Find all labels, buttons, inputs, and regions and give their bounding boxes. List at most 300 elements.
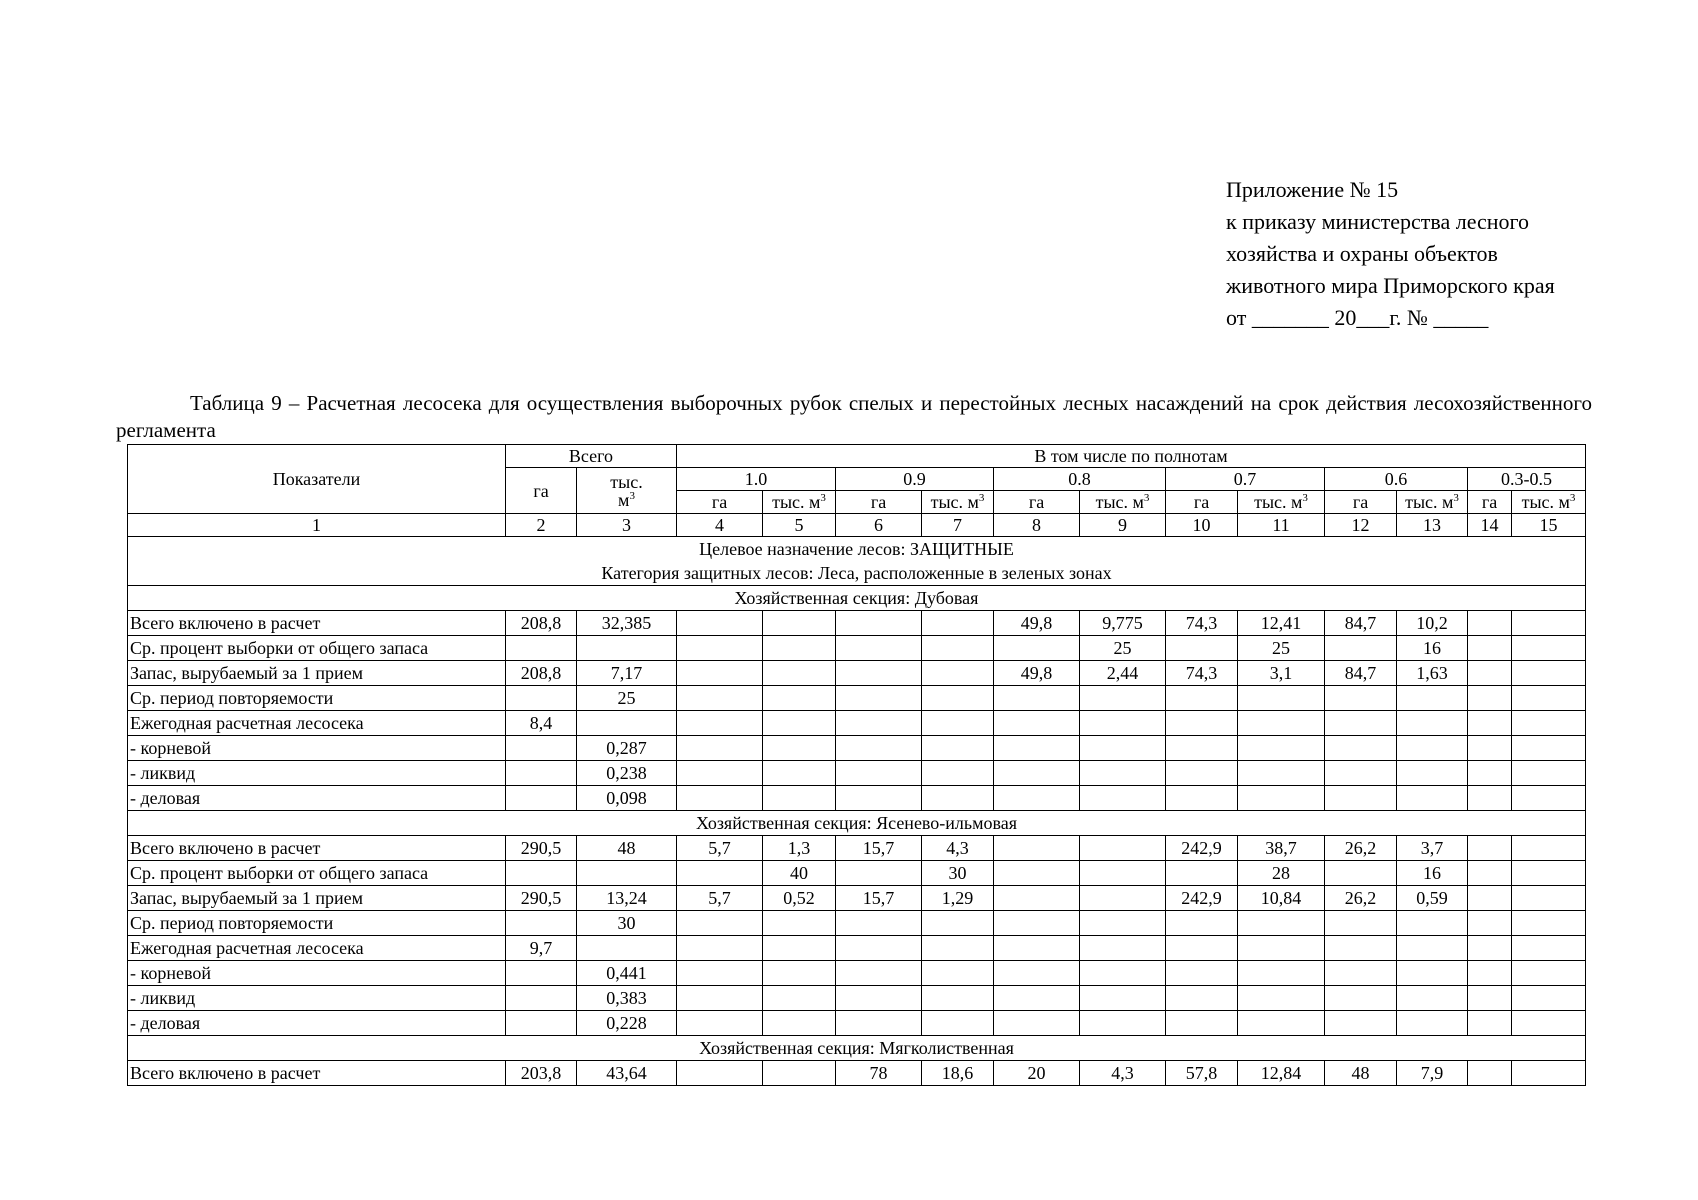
table-cell	[922, 711, 994, 736]
table-cell	[763, 1011, 836, 1036]
appendix-title: Приложение № 15	[1226, 177, 1399, 202]
table-cell	[1468, 786, 1512, 811]
table-cell	[1512, 736, 1586, 761]
column-number: 4	[677, 514, 763, 537]
table-cell: 57,8	[1166, 1061, 1238, 1086]
section-header-row	[128, 586, 1586, 611]
table-cell	[994, 986, 1080, 1011]
table-cell	[1080, 761, 1166, 786]
header-unit-volume: тыс. $м^3$	[1397, 491, 1468, 514]
row-label: Запас, вырубаемый за 1 прием	[128, 661, 506, 686]
table-cell: 20	[994, 1061, 1080, 1086]
table-cell	[506, 861, 577, 886]
header-by-density: В том числе по полнотам	[677, 445, 1586, 468]
table-cell	[836, 961, 922, 986]
table-cell: 8,4	[506, 711, 577, 736]
table-cell	[1325, 786, 1397, 811]
header-total: Всего	[506, 445, 677, 468]
table-cell: 0,098	[577, 786, 677, 811]
table-cell: 7,17	[577, 661, 677, 686]
table-cell: 9,775	[1080, 611, 1166, 636]
table-cell	[1397, 986, 1468, 1011]
table-cell	[763, 611, 836, 636]
table-cell	[922, 636, 994, 661]
header-unit-volume: тыс. $м^3$	[1512, 491, 1586, 514]
header-unit-volume: тыс. $м^3$	[1238, 491, 1325, 514]
header-density: 0.9	[836, 468, 994, 491]
table-cell	[1166, 911, 1238, 936]
table-cell: 0,228	[577, 1011, 677, 1036]
table-cell	[1512, 861, 1586, 886]
table-cell: 28	[1238, 861, 1325, 886]
column-number: 8	[994, 514, 1080, 537]
table-cell	[506, 761, 577, 786]
table-cell	[1512, 936, 1586, 961]
table-cell	[1512, 761, 1586, 786]
table-cell	[994, 786, 1080, 811]
table-cell	[1512, 886, 1586, 911]
table-cell	[1080, 961, 1166, 986]
section-header-row	[128, 811, 1586, 836]
table-cell: 84,7	[1325, 611, 1397, 636]
table-cell	[836, 911, 922, 936]
table-cell	[1166, 986, 1238, 1011]
table-row	[128, 786, 1586, 811]
table-cell: 12,41	[1238, 611, 1325, 636]
table-cell	[1468, 611, 1512, 636]
table-cell	[994, 636, 1080, 661]
table-cell	[763, 711, 836, 736]
table-row	[128, 861, 1586, 886]
table-cell	[1325, 736, 1397, 761]
table-cell	[677, 1011, 763, 1036]
table-cell	[1166, 711, 1238, 736]
column-number: 10	[1166, 514, 1238, 537]
table-cell	[763, 961, 836, 986]
table-cell	[677, 1061, 763, 1086]
table-cell: 9,7	[506, 936, 577, 961]
table-cell: 49,8	[994, 661, 1080, 686]
table-cell	[763, 636, 836, 661]
table-cell	[1512, 611, 1586, 636]
table-cell: 32,385	[577, 611, 677, 636]
table-cell: 290,5	[506, 886, 577, 911]
table-cell	[994, 711, 1080, 736]
table-cell: 3,7	[1397, 836, 1468, 861]
table-cell: 208,8	[506, 661, 577, 686]
table-cell: 0,52	[763, 886, 836, 911]
table-cell: 242,9	[1166, 836, 1238, 861]
table-cell	[836, 711, 922, 736]
table-row	[128, 936, 1586, 961]
table-cell	[1166, 961, 1238, 986]
table-cell	[1166, 686, 1238, 711]
table-cell: 0,59	[1397, 886, 1468, 911]
table-cell	[836, 761, 922, 786]
table-cell	[763, 686, 836, 711]
table-cell	[1238, 936, 1325, 961]
table-cell: 30	[922, 861, 994, 886]
table-cell	[1468, 1061, 1512, 1086]
table-cell: 26,2	[1325, 886, 1397, 911]
table-cell: 16	[1397, 636, 1468, 661]
table-cell: 1,3	[763, 836, 836, 861]
table-cell: 25	[577, 686, 677, 711]
table-cell: 15,7	[836, 836, 922, 861]
column-number: 3	[577, 514, 677, 537]
table-cell	[763, 1061, 836, 1086]
table-cell: 18,6	[922, 1061, 994, 1086]
table-row	[128, 1061, 1586, 1086]
table-cell: 43,64	[577, 1061, 677, 1086]
table-cell: 10,2	[1397, 611, 1468, 636]
table-cell	[577, 936, 677, 961]
table-cell	[506, 786, 577, 811]
table-cell	[1238, 961, 1325, 986]
table-cell	[1512, 1011, 1586, 1036]
table-cell	[1238, 911, 1325, 936]
table-cell	[994, 886, 1080, 911]
section-title: Хозяйственная секция: Ясенево-ильмовая	[128, 811, 1586, 836]
table-caption	[116, 390, 1592, 444]
table-cell	[506, 736, 577, 761]
table-cell	[1080, 911, 1166, 936]
table-cell	[1325, 1011, 1397, 1036]
table-cell: 15,7	[836, 886, 922, 911]
table-cell	[994, 736, 1080, 761]
table-cell	[922, 1011, 994, 1036]
column-number: 13	[1397, 514, 1468, 537]
table-row	[128, 836, 1586, 861]
row-label: Ср. процент выборки от общего запаса	[128, 861, 506, 886]
row-label: Запас, вырубаемый за 1 прием	[128, 886, 506, 911]
header-unit-ha: га	[994, 491, 1080, 514]
table-cell	[1166, 861, 1238, 886]
table-cell	[1080, 786, 1166, 811]
table-cell: 1,29	[922, 886, 994, 911]
column-number: 6	[836, 514, 922, 537]
table-cell	[763, 761, 836, 786]
table-cell: 203,8	[506, 1061, 577, 1086]
table-cell	[836, 636, 922, 661]
table-cell	[1512, 636, 1586, 661]
table-cell	[763, 786, 836, 811]
table-cell	[836, 611, 922, 636]
table-cell	[1468, 961, 1512, 986]
header-density: 0.3-0.5	[1468, 468, 1586, 491]
table-cell	[994, 686, 1080, 711]
table-cell	[1468, 661, 1512, 686]
table-row	[128, 961, 1586, 986]
table-cell	[1080, 736, 1166, 761]
table-cell: 38,7	[1238, 836, 1325, 861]
header-unit-volume: тыс. $м^3$	[763, 491, 836, 514]
table-cell	[1512, 911, 1586, 936]
header-unit-ha: га	[1166, 491, 1238, 514]
table-cell	[1325, 861, 1397, 886]
table-cell: 2,44	[1080, 661, 1166, 686]
table-cell	[1468, 1011, 1512, 1036]
table-cell: 12,84	[1238, 1061, 1325, 1086]
table-row	[128, 661, 1586, 686]
row-label: - деловая	[128, 1011, 506, 1036]
table-cell	[994, 761, 1080, 786]
column-number: 7	[922, 514, 994, 537]
table-cell	[1397, 961, 1468, 986]
table-cell	[677, 686, 763, 711]
table-cell: 290,5	[506, 836, 577, 861]
table-header	[128, 445, 1586, 537]
column-number: 11	[1238, 514, 1325, 537]
table-cell	[1325, 961, 1397, 986]
table-cell	[1397, 761, 1468, 786]
header-unit-ha: га	[836, 491, 922, 514]
table-cell: 5,7	[677, 886, 763, 911]
table-cell	[1080, 861, 1166, 886]
table-cell	[836, 1011, 922, 1036]
table-cell	[994, 911, 1080, 936]
appendix-line: животного мира Приморского края	[1226, 273, 1555, 298]
row-label: Ср. период повторяемости	[128, 686, 506, 711]
table-cell	[677, 986, 763, 1011]
table-cell	[1166, 736, 1238, 761]
table-cell	[1080, 986, 1166, 1011]
header-unit-volume: тыс. $м^3$	[1080, 491, 1166, 514]
table-cell	[1238, 736, 1325, 761]
table-cell: 16	[1397, 861, 1468, 886]
table-row	[128, 736, 1586, 761]
table-cell	[994, 1011, 1080, 1036]
table-cell	[922, 936, 994, 961]
table-cell	[763, 661, 836, 686]
header-unit-ha: га	[1468, 491, 1512, 514]
table-cell	[577, 861, 677, 886]
section-header-row	[128, 1036, 1586, 1061]
table-cell: 7,9	[1397, 1061, 1468, 1086]
table-cell	[1238, 761, 1325, 786]
table-cell	[763, 911, 836, 936]
table-cell: 0,287	[577, 736, 677, 761]
table-cell	[1468, 911, 1512, 936]
table-cell	[1325, 636, 1397, 661]
table-row	[128, 611, 1586, 636]
table-cell	[922, 761, 994, 786]
table-cell	[1166, 1011, 1238, 1036]
column-number: 2	[506, 514, 577, 537]
table-cell: 0,441	[577, 961, 677, 986]
table-cell: 242,9	[1166, 886, 1238, 911]
table-cell	[1166, 786, 1238, 811]
column-numbers-row	[128, 514, 1586, 537]
section-title: Хозяйственная секция: Дубовая	[128, 586, 1586, 611]
table-cell	[1468, 711, 1512, 736]
cutting-area-table	[127, 444, 1586, 1086]
table-cell	[677, 611, 763, 636]
table-container	[127, 444, 1586, 1086]
purpose-text: Целевое назначение лесов: ЗАЩИТНЫЕ	[699, 539, 1014, 559]
table-cell	[506, 1011, 577, 1036]
appendix-date-line: от _______ 20___г. № _____	[1226, 305, 1489, 330]
table-cell	[836, 661, 922, 686]
table-cell	[1080, 886, 1166, 911]
table-cell: 74,3	[1166, 611, 1238, 636]
table-cell	[577, 636, 677, 661]
row-label: - деловая	[128, 786, 506, 811]
table-cell	[1397, 786, 1468, 811]
table-cell	[1468, 736, 1512, 761]
header-unit-ha: га	[1325, 491, 1397, 514]
table-row	[128, 686, 1586, 711]
table-cell	[1397, 936, 1468, 961]
table-cell	[1397, 736, 1468, 761]
header-density: 1.0	[677, 468, 836, 491]
table-row	[128, 711, 1586, 736]
table-cell	[677, 911, 763, 936]
table-body	[128, 537, 1586, 1086]
table-cell	[506, 961, 577, 986]
table-cell	[1468, 636, 1512, 661]
table-cell	[1238, 786, 1325, 811]
column-number: 5	[763, 514, 836, 537]
table-cell	[922, 911, 994, 936]
table-cell	[1080, 711, 1166, 736]
column-number: 12	[1325, 514, 1397, 537]
table-cell	[1512, 786, 1586, 811]
purpose-cell	[128, 537, 1586, 586]
table-cell	[677, 786, 763, 811]
table-cell	[1166, 761, 1238, 786]
table-cell: 84,7	[1325, 661, 1397, 686]
table-cell	[836, 786, 922, 811]
header-total-ha: га	[506, 468, 577, 514]
section-title: Хозяйственная секция: Мягколиственная	[128, 1036, 1586, 1061]
table-cell	[1468, 686, 1512, 711]
table-cell	[1468, 861, 1512, 886]
table-cell: 4,3	[1080, 1061, 1166, 1086]
table-cell	[922, 686, 994, 711]
table-cell	[1238, 686, 1325, 711]
table-cell	[677, 711, 763, 736]
header-density: 0.7	[1166, 468, 1325, 491]
table-cell	[922, 661, 994, 686]
table-cell	[763, 736, 836, 761]
table-cell: 4,3	[922, 836, 994, 861]
table-cell: 78	[836, 1061, 922, 1086]
table-row	[128, 886, 1586, 911]
table-cell	[677, 961, 763, 986]
table-cell: 0,238	[577, 761, 677, 786]
table-cell	[677, 661, 763, 686]
header-unit-ha: га	[677, 491, 763, 514]
table-row	[128, 911, 1586, 936]
table-cell: 3,1	[1238, 661, 1325, 686]
row-label: Всего включено в расчет	[128, 836, 506, 861]
table-cell	[1468, 886, 1512, 911]
table-cell: 40	[763, 861, 836, 886]
table-cell	[1325, 911, 1397, 936]
table-cell: 49,8	[994, 611, 1080, 636]
table-cell	[922, 611, 994, 636]
table-cell	[1468, 761, 1512, 786]
table-cell	[994, 861, 1080, 886]
table-cell	[922, 986, 994, 1011]
table-cell	[1238, 711, 1325, 736]
table-cell	[1512, 961, 1586, 986]
column-number: 14	[1468, 514, 1512, 537]
appendix-line: к приказу министерства лесного	[1226, 209, 1530, 234]
table-cell	[1325, 711, 1397, 736]
column-number: 9	[1080, 514, 1166, 537]
table-cell	[1397, 1011, 1468, 1036]
table-cell: 25	[1080, 636, 1166, 661]
table-cell: 30	[577, 911, 677, 936]
table-cell: 48	[577, 836, 677, 861]
row-label: Ежегодная расчетная лесосека	[128, 936, 506, 961]
column-number: 1	[128, 514, 506, 537]
table-cell	[1166, 936, 1238, 961]
table-cell	[1080, 1011, 1166, 1036]
row-label: Всего включено в расчет	[128, 1061, 506, 1086]
table-cell	[922, 736, 994, 761]
table-cell	[1325, 936, 1397, 961]
table-cell	[1512, 661, 1586, 686]
table-cell: 208,8	[506, 611, 577, 636]
table-cell: 25	[1238, 636, 1325, 661]
table-cell	[836, 736, 922, 761]
row-label: - ликвид	[128, 761, 506, 786]
header-density: 0.6	[1325, 468, 1468, 491]
table-cell	[1397, 711, 1468, 736]
table-cell: 13,24	[577, 886, 677, 911]
table-cell	[1166, 636, 1238, 661]
table-cell	[922, 961, 994, 986]
table-cell	[1397, 686, 1468, 711]
table-cell: 74,3	[1166, 661, 1238, 686]
header-total-volume: тыс. $м^3$	[577, 468, 677, 514]
table-cell: 10,84	[1238, 886, 1325, 911]
header-indicators: Показатели	[128, 445, 506, 514]
table-cell	[1512, 686, 1586, 711]
table-cell	[677, 761, 763, 786]
table-cell	[836, 986, 922, 1011]
table-cell	[994, 961, 1080, 986]
table-cell	[1512, 711, 1586, 736]
table-cell	[1238, 1011, 1325, 1036]
table-cell	[1468, 986, 1512, 1011]
table-row	[128, 986, 1586, 1011]
table-cell	[1512, 986, 1586, 1011]
category-text: Категория защитных лесов: Леса, расположенные в зеленых зонах	[601, 563, 1112, 583]
row-label: Ср. период повторяемости	[128, 911, 506, 936]
row-label: - корневой	[128, 961, 506, 986]
table-cell: 26,2	[1325, 836, 1397, 861]
table-cell	[1325, 986, 1397, 1011]
column-number: 15	[1512, 514, 1586, 537]
table-cell	[1325, 686, 1397, 711]
table-cell	[506, 686, 577, 711]
table-cell	[1080, 686, 1166, 711]
table-cell: 5,7	[677, 836, 763, 861]
header-density: 0.8	[994, 468, 1166, 491]
table-cell	[1468, 836, 1512, 861]
table-cell: 0,383	[577, 986, 677, 1011]
table-cell	[506, 986, 577, 1011]
table-row	[128, 1011, 1586, 1036]
header-unit-volume: тыс. $м^3$	[922, 491, 994, 514]
table-cell	[836, 686, 922, 711]
table-cell	[1512, 1061, 1586, 1086]
row-label: - ликвид	[128, 986, 506, 1011]
